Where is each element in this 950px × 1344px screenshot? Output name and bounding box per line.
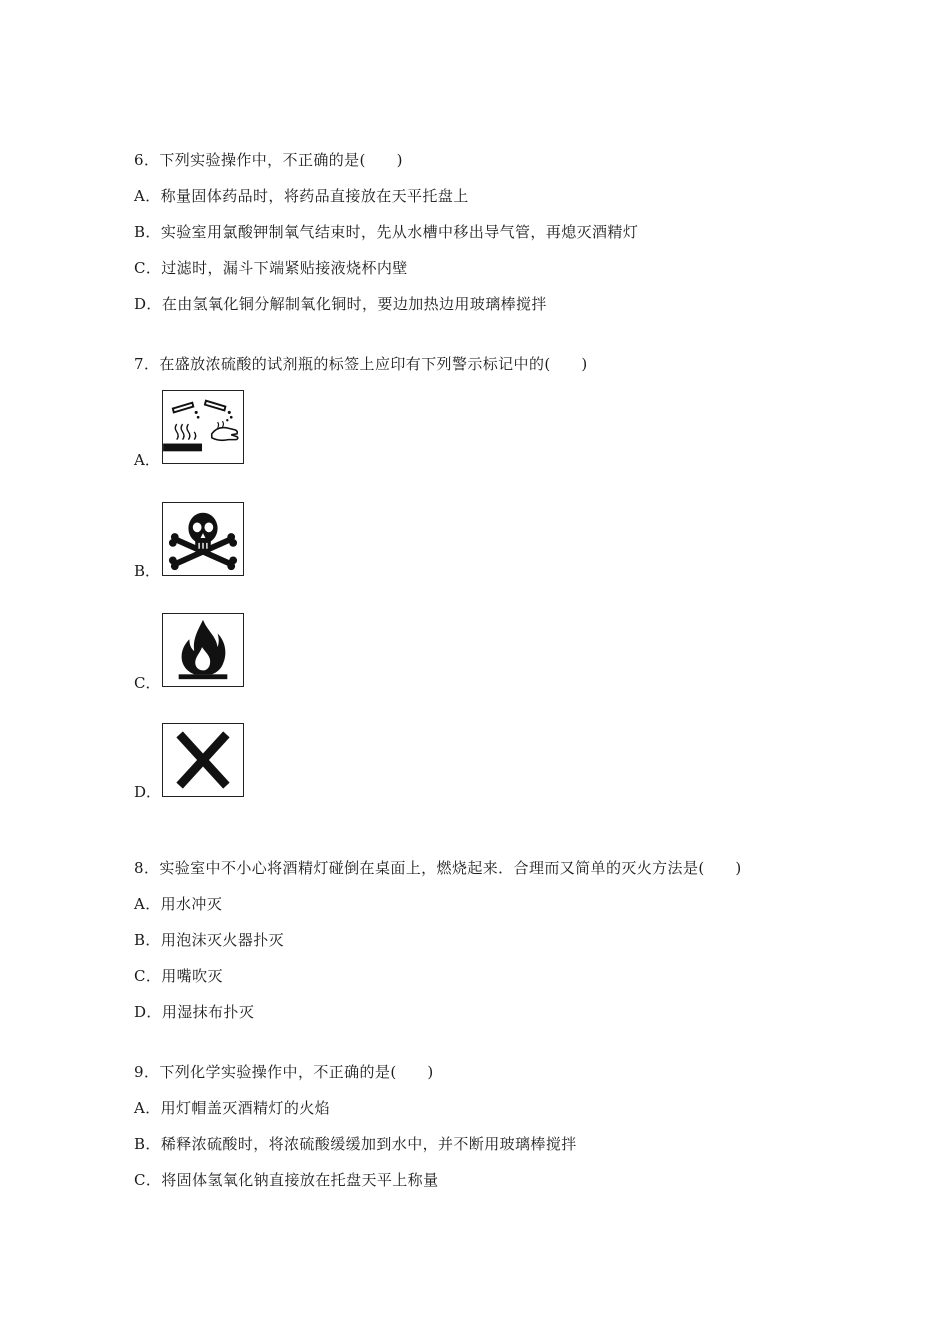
q6-stem: 6．下列实验操作中，不正确的是( ): [134, 151, 403, 169]
q6-option-d: D．在由氢氧化铜分解制氧化铜时，要边加热边用玻璃棒搅拌: [134, 295, 547, 313]
toxic-skull-icon: [162, 502, 244, 576]
q9-option-c: C．将固体氢氧化钠直接放在托盘天平上称量: [134, 1171, 439, 1189]
q6-option-a: A．称量固体药品时，将药品直接放在天平托盘上: [134, 187, 469, 205]
q6-option-c: C．过滤时，漏斗下端紧贴接液烧杯内壁: [134, 259, 408, 277]
q9-option-b: B．稀释浓硫酸时，将浓硫酸缓缓加到水中，并不断用玻璃棒搅拌: [134, 1135, 577, 1153]
q8-option-d: D．用湿抹布扑灭: [134, 1003, 255, 1021]
q7-option-d-label: D．: [134, 783, 162, 801]
q9-stem: 9．下列化学实验操作中，不正确的是( ): [134, 1063, 434, 1081]
corrosive-icon: [162, 390, 244, 464]
q7-option-c-label: C．: [134, 674, 161, 692]
q6-option-b: B．实验室用氯酸钾制氧气结束时，先从水槽中移出导气管，再熄灭酒精灯: [134, 223, 639, 241]
q8-option-a: A．用水冲灭: [134, 895, 223, 913]
q7-option-a-label: A．: [134, 451, 160, 469]
q7-stem: 7．在盛放浓硫酸的试剂瓶的标签上应印有下列警示标记中的( ): [134, 355, 588, 373]
q7-option-b-label: B．: [134, 562, 161, 580]
q8-option-b: B．用泡沫灭火器扑灭: [134, 931, 285, 949]
flammable-flame-icon: [162, 613, 244, 687]
q8-option-c: C．用嘴吹灭: [134, 967, 223, 985]
q9-option-a: A．用灯帽盖灭酒精灯的火焰: [134, 1099, 331, 1117]
q8-stem: 8．实验室中不小心将酒精灯碰倒在桌面上，燃烧起来．合理而又简单的灭火方法是( ): [134, 859, 742, 877]
harmful-x-icon: [162, 723, 244, 797]
